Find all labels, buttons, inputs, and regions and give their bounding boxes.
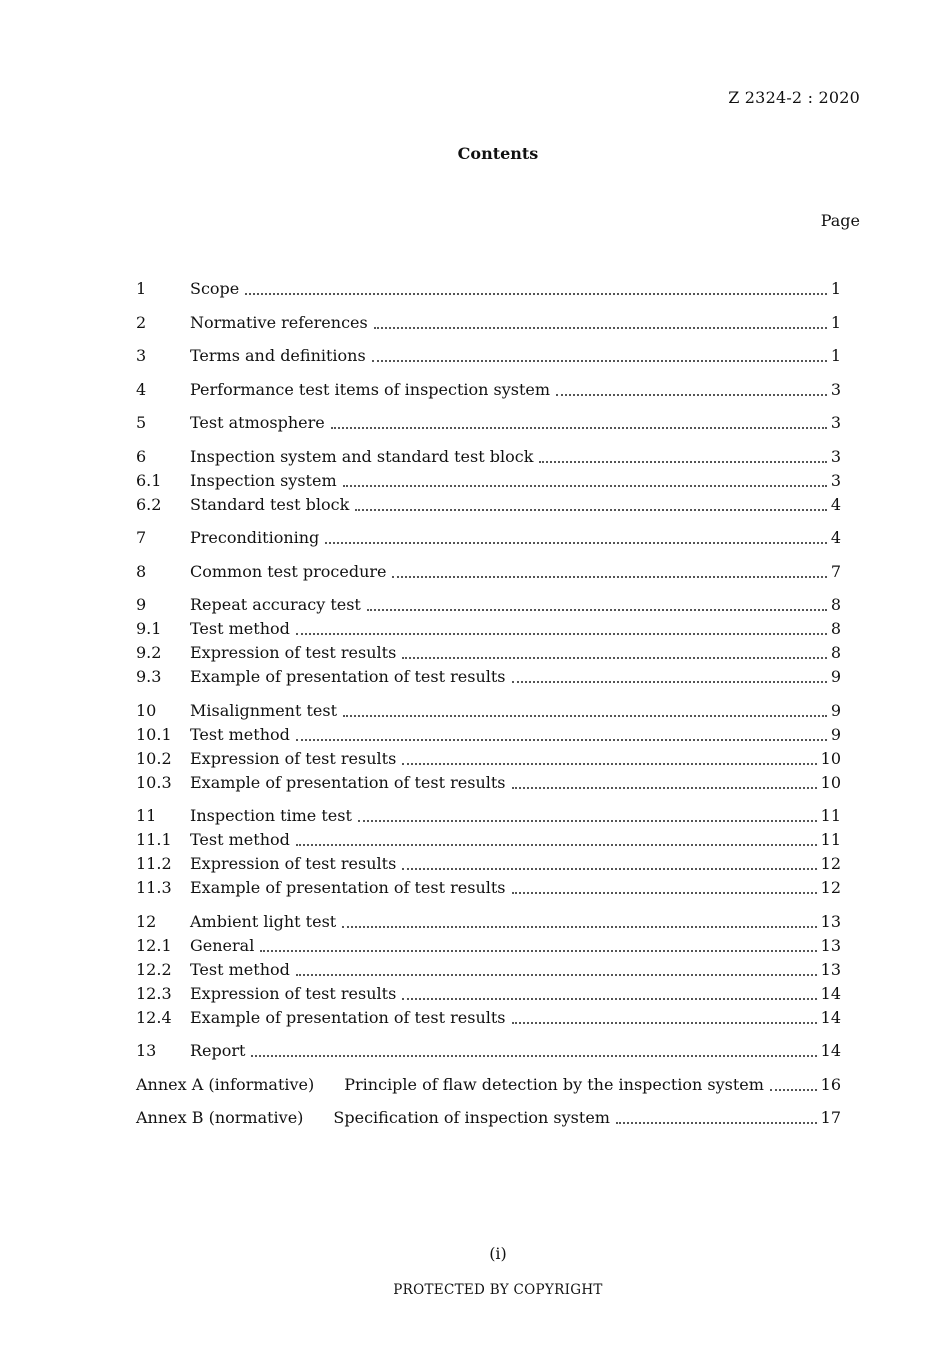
toc-entry-page: 12	[820, 878, 841, 897]
toc-entry-page: 3	[830, 446, 841, 466]
toc-entry-number: 7	[136, 528, 147, 547]
toc-entry-number: 11.1	[136, 830, 172, 849]
table-of-contents	[136, 278, 841, 1131]
toc-entry[interactable]	[136, 805, 841, 829]
toc-entry-page: 3	[830, 470, 841, 490]
toc-dot-leader	[245, 292, 827, 295]
toc-entry[interactable]	[136, 312, 841, 336]
toc-entry-title: Example of presentation of test results	[190, 667, 506, 686]
toc-entry-title: Scope	[190, 279, 240, 298]
toc-entry[interactable]	[136, 853, 841, 877]
toc-entry-page: 1	[830, 279, 841, 298]
footer-page-number: (i)	[489, 1244, 507, 1263]
toc-entry-page: 14	[820, 983, 841, 1003]
toc-dot-leader	[251, 1054, 816, 1057]
toc-entry-number: 9.1	[136, 619, 162, 638]
toc-entry-number: 6	[136, 446, 147, 466]
toc-entry-page: 14	[820, 1007, 841, 1027]
toc-entry-number: 9	[136, 595, 147, 614]
toc-dot-leader	[556, 393, 827, 396]
toc-entry-number: 12.4	[136, 1007, 172, 1027]
toc-entry-title: Test method	[190, 619, 290, 638]
toc-entry-title: Common test procedure	[190, 561, 387, 581]
toc-dot-leader	[512, 786, 817, 789]
toc-dot-leader	[770, 1088, 817, 1091]
toc-dot-leader	[512, 1021, 817, 1024]
toc-entry-number: 9.2	[136, 643, 162, 662]
toc-entry-number: 13	[136, 1041, 157, 1060]
toc-dot-leader	[296, 973, 817, 976]
copyright-notice: PROTECTED BY COPYRIGHT	[393, 1282, 603, 1298]
toc-dot-leader	[296, 843, 817, 846]
toc-entry-title: Test method	[190, 959, 290, 979]
toc-entry[interactable]	[136, 829, 841, 853]
toc-entry-title: General	[190, 935, 255, 955]
toc-entry[interactable]	[136, 642, 841, 666]
toc-entry-page: 9	[830, 700, 841, 720]
toc-entry-page: 8	[830, 595, 841, 614]
annex-entry[interactable]	[136, 1107, 841, 1131]
annex-page: 17	[820, 1108, 841, 1127]
toc-entry-page: 1	[830, 312, 841, 332]
toc-dot-leader	[343, 484, 827, 487]
toc-dot-leader	[402, 656, 827, 659]
toc-entry-title: Test method	[190, 830, 290, 849]
toc-entry-page: 3	[830, 413, 841, 432]
toc-entry-number: 9.3	[136, 667, 162, 686]
toc-entry-page: 11	[820, 806, 841, 825]
toc-entry-number: 12.3	[136, 983, 172, 1003]
toc-entry-title: Ambient light test	[190, 911, 337, 931]
toc-dot-leader	[392, 575, 826, 578]
toc-entry[interactable]	[136, 618, 841, 642]
toc-entry-title: Example of presentation of test results	[190, 878, 506, 897]
toc-dot-leader	[512, 891, 817, 894]
toc-dot-leader	[374, 326, 827, 329]
toc-entry-page: 3	[830, 379, 841, 399]
toc-dot-leader	[260, 949, 816, 952]
toc-entry-title: Example of presentation of test results	[190, 772, 506, 792]
toc-dot-leader	[539, 460, 826, 463]
toc-entry[interactable]	[136, 446, 841, 470]
toc-entry-number: 12.1	[136, 935, 172, 955]
toc-entry-number: 11.2	[136, 854, 172, 873]
toc-entry[interactable]	[136, 527, 841, 551]
contents-title: Contents	[457, 144, 539, 163]
toc-entry[interactable]	[136, 700, 841, 724]
toc-entry-title: Example of presentation of test results	[190, 1007, 506, 1027]
toc-entry[interactable]	[136, 911, 841, 935]
toc-entry-page: 10	[820, 772, 841, 792]
toc-entry-page: 7	[830, 561, 841, 581]
toc-entry[interactable]	[136, 983, 841, 1007]
toc-entry-number: 4	[136, 379, 147, 399]
toc-entry[interactable]	[136, 412, 841, 436]
toc-entry[interactable]	[136, 935, 841, 959]
toc-entry-number: 10.2	[136, 748, 172, 768]
toc-dot-leader	[512, 680, 827, 683]
toc-entry-number: 3	[136, 346, 147, 365]
toc-entry-page: 11	[820, 830, 841, 849]
toc-dot-leader	[296, 632, 827, 635]
toc-entry-page: 8	[830, 643, 841, 662]
annex-page: 16	[820, 1074, 841, 1094]
toc-dot-leader	[355, 508, 827, 511]
toc-entry[interactable]	[136, 724, 841, 748]
toc-entry[interactable]	[136, 1007, 841, 1031]
toc-entry-title: Performance test items of inspection system	[190, 379, 551, 399]
toc-entry-page: 12	[820, 854, 841, 873]
toc-entry[interactable]	[136, 877, 841, 901]
toc-entry-title: Expression of test results	[190, 748, 397, 768]
toc-entry-number: 10.1	[136, 724, 172, 744]
toc-entry-page: 1	[830, 346, 841, 365]
toc-entry-title: Report	[190, 1041, 246, 1060]
toc-dot-leader	[402, 867, 816, 870]
toc-entry-page: 4	[830, 494, 841, 514]
toc-entry-number: 12.2	[136, 959, 172, 979]
toc-entry-title: Normative references	[190, 312, 368, 332]
toc-entry[interactable]	[136, 345, 841, 369]
toc-entry-number: 8	[136, 561, 147, 581]
toc-entry-page: 8	[830, 619, 841, 638]
page-column-label: Page	[820, 211, 860, 230]
toc-entry-title: Preconditioning	[190, 528, 320, 547]
toc-entry-number: 11	[136, 806, 157, 825]
toc-dot-leader	[331, 426, 827, 429]
annex-title: Specification of inspection system	[333, 1108, 610, 1127]
toc-entry[interactable]	[136, 748, 841, 772]
toc-entry-title: Inspection system	[190, 470, 337, 490]
toc-entry-number: 2	[136, 312, 147, 332]
toc-dot-leader	[616, 1121, 817, 1124]
toc-entry[interactable]	[136, 666, 841, 690]
toc-entry-title: Test method	[190, 724, 290, 744]
toc-entry-title: Test atmosphere	[190, 413, 325, 432]
toc-dot-leader	[342, 925, 816, 928]
toc-entry-number: 1	[136, 279, 147, 298]
toc-entry-title: Standard test block	[190, 494, 350, 514]
toc-entry-number: 6.2	[136, 494, 162, 514]
toc-dot-leader	[343, 714, 827, 717]
toc-entry-title: Misalignment test	[190, 700, 338, 720]
toc-entry[interactable]	[136, 379, 841, 403]
toc-entry[interactable]	[136, 494, 841, 518]
toc-entry-page: 14	[820, 1041, 841, 1060]
annex-label: Annex B (normative)	[136, 1108, 304, 1127]
toc-dot-leader	[296, 738, 827, 741]
toc-entry[interactable]	[136, 1040, 841, 1064]
toc-entry-page: 13	[820, 935, 841, 955]
toc-entry-number: 11.3	[136, 878, 172, 897]
annex-entry[interactable]	[136, 1074, 841, 1098]
toc-entry-page: 13	[820, 959, 841, 979]
toc-entry[interactable]	[136, 470, 841, 494]
toc-entry-number: 12	[136, 911, 157, 931]
toc-entry-title: Terms and definitions	[190, 346, 366, 365]
annex-label: Annex A (informative)	[136, 1074, 315, 1094]
standard-code: Z 2324-2 : 2020	[728, 88, 860, 107]
toc-entry[interactable]	[136, 772, 841, 796]
toc-entry-page: 13	[820, 911, 841, 931]
toc-dot-leader	[402, 997, 816, 1000]
toc-entry-number: 10.3	[136, 772, 172, 792]
toc-entry-title: Inspection time test	[190, 806, 352, 825]
toc-dot-leader	[358, 819, 817, 822]
toc-entry-title: Repeat accuracy test	[190, 595, 361, 614]
toc-entry-title: Expression of test results	[190, 983, 397, 1003]
toc-entry-page: 9	[830, 724, 841, 744]
toc-entry-page: 9	[830, 667, 841, 686]
toc-entry-number: 10	[136, 700, 157, 720]
toc-entry[interactable]	[136, 561, 841, 585]
toc-dot-leader	[372, 359, 827, 362]
toc-entry[interactable]	[136, 594, 841, 618]
toc-dot-leader	[402, 762, 816, 765]
toc-entry-number: 5	[136, 413, 147, 432]
toc-dot-leader	[367, 608, 827, 611]
toc-entry-page: 10	[820, 748, 841, 768]
toc-entry-title: Expression of test results	[190, 643, 397, 662]
toc-entry[interactable]	[136, 959, 841, 983]
toc-entry[interactable]	[136, 278, 841, 302]
toc-entry-title: Inspection system and standard test block	[190, 446, 534, 466]
toc-dot-leader	[325, 541, 827, 544]
annex-title: Principle of flaw detection by the inspection system	[344, 1074, 764, 1094]
toc-entry-number: 6.1	[136, 470, 162, 490]
toc-entry-title: Expression of test results	[190, 854, 397, 873]
toc-entry-page: 4	[830, 528, 841, 547]
